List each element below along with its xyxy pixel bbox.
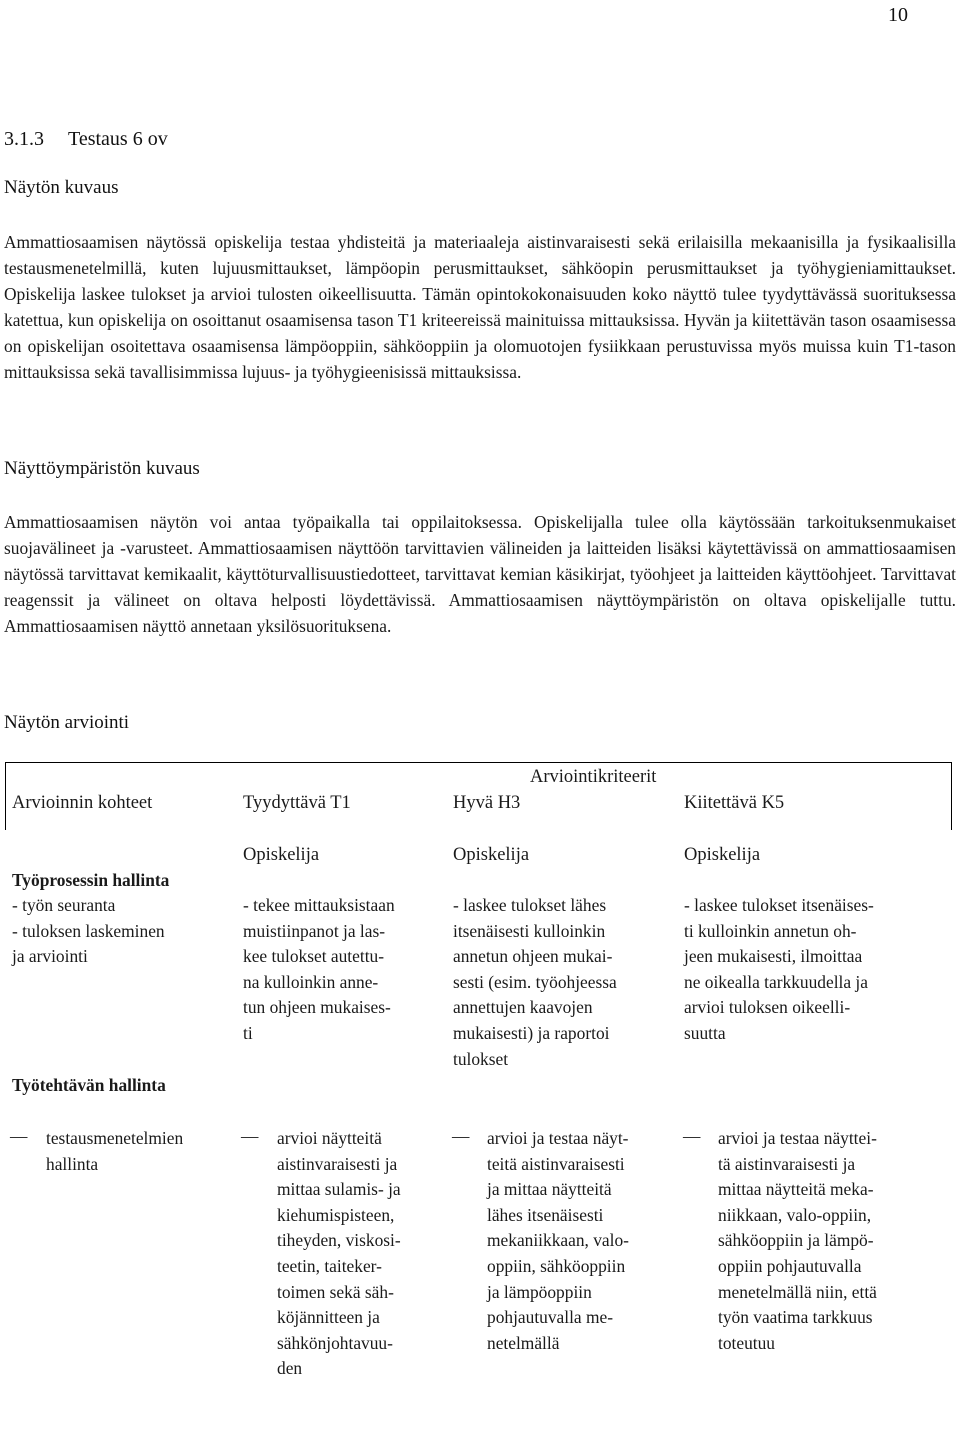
- row2-t1-dash: —: [241, 1126, 259, 1146]
- row1-t1-line: na kulloinkin anne-: [243, 971, 379, 992]
- row2-k5-line: tä aistinvaraisesti ja: [718, 1153, 856, 1174]
- row1-k5-line: ti kulloinkin annetun oh-: [684, 920, 857, 941]
- row2-t1-line: arvioi näytteitä: [277, 1128, 382, 1148]
- row2-items: [46, 1126, 183, 1177]
- row2-t1-line: sähkönjohtavuu-: [277, 1332, 393, 1353]
- row2-title: Työtehtävän hallinta: [12, 1075, 166, 1095]
- row2-h3-line: arvioi ja testaa näyt-: [487, 1128, 629, 1148]
- row2-t1-line: kiehumispisteen,: [277, 1204, 395, 1225]
- row2-h3-line: lähes itsenäisesti: [487, 1204, 604, 1225]
- row1-h3-line: mukaisesti) ja raportoi: [453, 1022, 610, 1043]
- row1-t1-cell: [243, 893, 395, 1047]
- level-t1-header: Tyydyttävä T1: [243, 793, 351, 813]
- row1-k5-line: ne oikealla tarkkuudella ja: [684, 971, 868, 992]
- row2-items-dash: —: [10, 1126, 28, 1146]
- row1-h3-cell: [453, 893, 617, 1072]
- table-top-border: [5, 762, 952, 763]
- row1-t1-line: tun ohjeen mukaises-: [243, 997, 391, 1018]
- row1-k5-cell: [684, 893, 874, 1047]
- row2-h3-line: ja mittaa näytteitä: [487, 1179, 612, 1200]
- row1-t1-line: - tekee mittauksistaan: [243, 895, 395, 915]
- arviointi-heading: Näytön arviointi: [4, 712, 130, 733]
- subject-label-k5: Opiskelija: [684, 845, 761, 865]
- row1-h3-line: - laskee tulokset lähes: [453, 895, 607, 915]
- row1-title: Työprosessin hallinta: [12, 870, 170, 890]
- row2-h3-line: oppiin, sähköoppiin: [487, 1255, 626, 1276]
- page-number: 10: [888, 4, 908, 26]
- row2-t1-line: aistinvaraisesti ja: [277, 1153, 398, 1174]
- section-heading: [4, 128, 168, 151]
- row2-t1-line: teetin, taiteker-: [277, 1255, 382, 1276]
- row1-items: [12, 893, 165, 970]
- row2-item-line: testausmenetelmien: [46, 1128, 184, 1148]
- row2-h3-cell: [487, 1126, 629, 1356]
- row1-t1-line: ti: [243, 1022, 253, 1043]
- row2-item-line: hallinta: [46, 1153, 99, 1174]
- row1-item-line: ja arviointi: [12, 946, 88, 967]
- row2-h3-line: mekaniikkaan, valo-: [487, 1230, 629, 1251]
- criteria-header: Arviointikriteerit: [530, 767, 657, 787]
- row2-t1-cell: [277, 1126, 401, 1382]
- section-number: 3.1.3: [4, 128, 44, 150]
- row1-k5-line: suutta: [684, 1022, 726, 1043]
- row2-t1-line: toimen sekä säh-: [277, 1281, 394, 1302]
- row1-h3-line: annettujen kaavojen: [453, 997, 593, 1018]
- row2-h3-dash: —: [452, 1126, 470, 1146]
- row2-h3-line: teitä aistinvaraisesti: [487, 1153, 625, 1174]
- row2-k5-line: työn vaatima tarkkuus: [718, 1307, 873, 1328]
- row2-t1-line: den: [277, 1358, 303, 1379]
- row1-t1-line: kee tulokset autettu-: [243, 946, 385, 967]
- section-title: Testaus 6 ov: [68, 128, 168, 150]
- row2-k5-dash: —: [683, 1126, 701, 1146]
- row2-t1-line: mittaa sulamis- ja: [277, 1179, 401, 1200]
- row1-h3-line: itsenäisesti kulloinkin: [453, 920, 606, 941]
- table-left-border: [5, 762, 6, 830]
- row1-k5-line: jeen mukaisesti, ilmoittaa: [684, 946, 863, 967]
- row1-h3-line: annetun ohjeen mukai-: [453, 946, 613, 967]
- row2-h3-line: pohjautuvalla me-: [487, 1307, 614, 1328]
- row2-k5-line: sähköoppiin ja lämpö-: [718, 1230, 874, 1251]
- naytto-kuvaus-paragraph: [4, 229, 956, 385]
- row2-k5-line: mittaa näytteitä meka-: [718, 1179, 874, 1200]
- level-h3-header: Hyvä H3: [453, 793, 521, 813]
- row2-k5-cell: [718, 1126, 877, 1356]
- row2-h3-line: ja lämpöoppiin: [487, 1281, 592, 1302]
- subject-label-t1: Opiskelija: [243, 845, 320, 865]
- level-k5-header: Kiitettävä K5: [684, 793, 785, 813]
- naytto-kuvaus-text: Ammattiosaamisen näytössä opiskelija testaa yhdisteitä ja materiaaleja aistinvaraisesti sekä erilaisilla mekaanisilla ja fysikaalisilla testausmenetelmillä, kuten lujuusmittaukset, lämpöopin perusmittaukset, sähköopin perusmittaukset ja työhygieniamittaukset. Opiskelija laskee tulokset ja arvioi tulosten oikeellisuutta. Tämän opintokokonaisuuden koko näyttö tulee tyydyttävässä suorituksessa katettua, kun opiskelija on osoittanut osaamisensa tason T1 kriteereissä mainituissa mittauksissa. Hyvän ja kiitettävän tason osaamisessa on opiskelijan osoitettava osaamisensa lämpöoppiin, sähköoppiin ja olomuotojen fysiikkaan perustuvissa myös muissa kuin T1-tason mittauksissa sekä tavallisimmissa lujuus- ja työhygieenisissä mittauksissa.: [4, 232, 956, 382]
- row1-item-line: - tuloksen laskeminen: [12, 920, 165, 941]
- row2-k5-line: arvioi ja testaa näyttei-: [718, 1128, 877, 1148]
- row1-item-line: - työn seuranta: [12, 895, 116, 915]
- targets-header: Arvioinnin kohteet: [12, 793, 153, 813]
- row2-k5-line: toteutuu: [718, 1332, 775, 1353]
- ymparisto-heading: Näyttöympäristön kuvaus: [4, 458, 200, 479]
- row2-t1-line: tiheyden, viskosi-: [277, 1230, 401, 1251]
- row1-k5-line: arvioi tuloksen oikeelli-: [684, 997, 851, 1018]
- naytto-kuvaus-heading: Näytön kuvaus: [4, 177, 119, 198]
- subject-label-h3: Opiskelija: [453, 845, 530, 865]
- row2-k5-line: oppiin pohjautuvalla: [718, 1255, 862, 1276]
- row1-h3-line: sesti (esim. työohjeessa: [453, 971, 617, 992]
- row1-t1-line: muistiinpanot ja las-: [243, 920, 386, 941]
- row2-h3-line: netelmällä: [487, 1332, 560, 1353]
- row2-k5-line: niikkaan, valo-oppiin,: [718, 1204, 872, 1225]
- ymparisto-text: Ammattiosaamisen näytön voi antaa työpaikalla tai oppilaitoksessa. Opiskelijalla tulee olla käytössään tarkoituksenmukaiset suojavälineet ja -varusteet. Ammattiosaamisen näyttöön tarvittavien välineiden ja laitteiden lisäksi käytettävissä on ammattiosaamisen näytössä tarvittavat kemikaalit, käyttöturvallisuustiedotteet, tarvittavat kemian käsikirjat, työohjeet ja laitteiden käyttöohjeet. Tarvittavat reagenssit ja välineet on oltava helposti löydettävissä. Ammattiosaamisen näyttöympäristön on oltava opiskelijalle tuttu. Ammattiosaamisen näyttö annetaan yksilösuorituksena.: [4, 512, 956, 636]
- table-right-border: [951, 762, 952, 830]
- row1-h3-line: tulokset: [453, 1048, 509, 1069]
- row1-k5-line: - laskee tulokset itsenäises-: [684, 895, 874, 915]
- ymparisto-paragraph: [4, 509, 956, 639]
- row2-t1-line: köjännitteen ja: [277, 1307, 380, 1328]
- row2-k5-line: menetelmällä niin, että: [718, 1281, 877, 1302]
